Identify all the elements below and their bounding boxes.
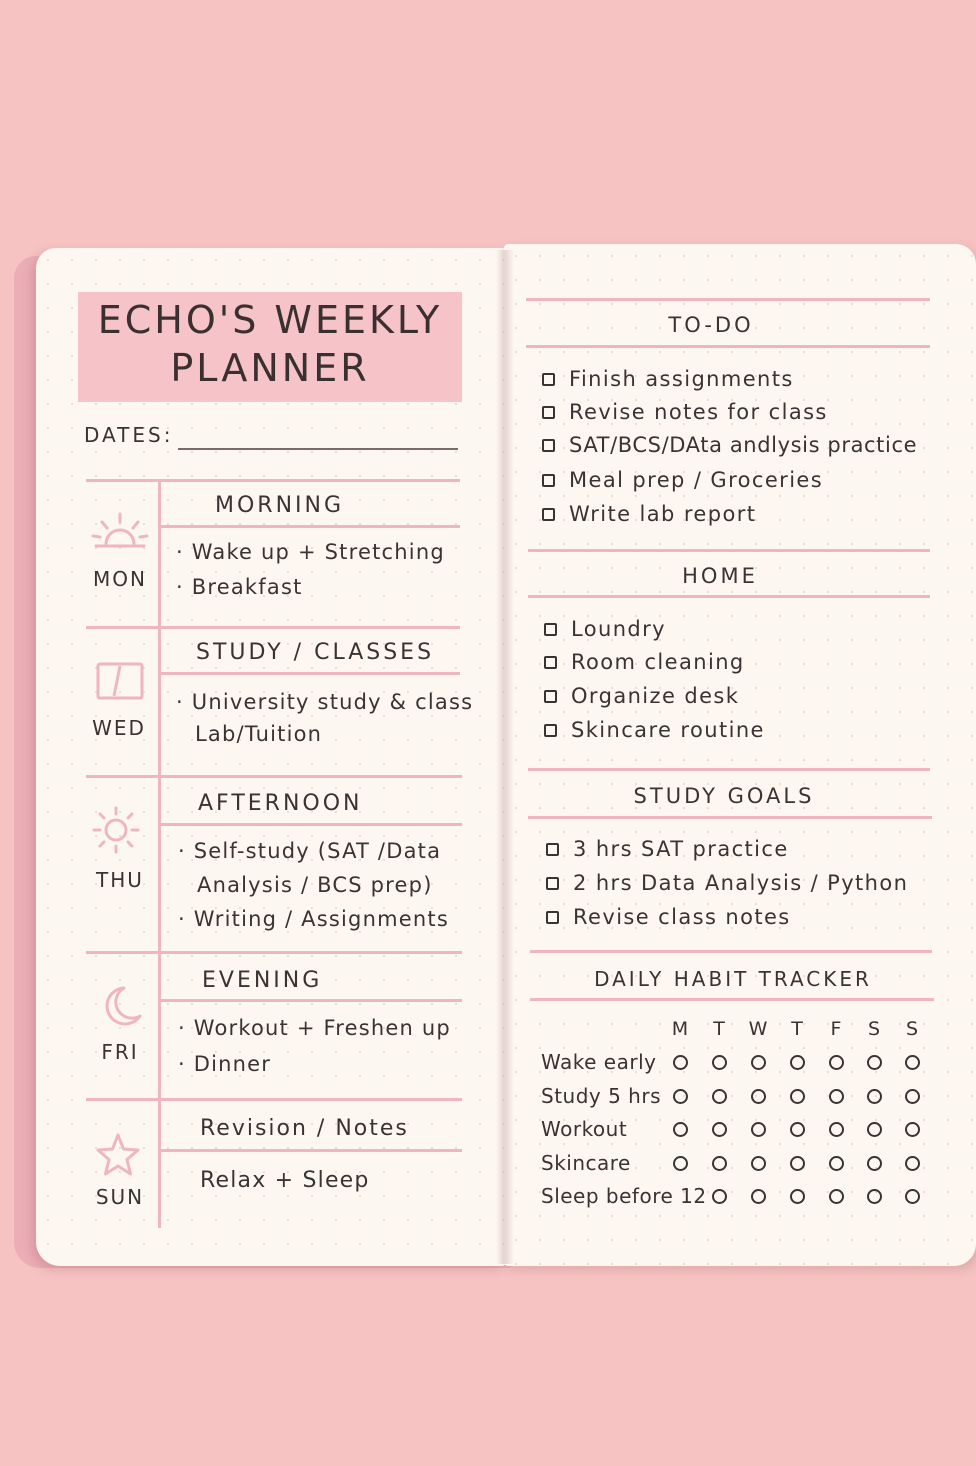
checklist-item[interactable] — [544, 648, 745, 676]
row-divider — [86, 951, 462, 954]
day-column-divider — [158, 482, 161, 1228]
row-divider — [160, 823, 462, 826]
planner-title-line2: PLANNER — [170, 346, 370, 390]
checklist-label: 3 hrs SAT practice — [573, 837, 789, 861]
checkbox[interactable] — [546, 843, 559, 856]
habit-checkbox[interactable] — [829, 1156, 844, 1171]
checklist-label: 2 hrs Data Analysis / Python — [573, 871, 909, 895]
habit-checkbox[interactable] — [905, 1189, 920, 1204]
habit-day-header: T — [713, 1018, 725, 1040]
habit-day-header: T — [791, 1018, 803, 1040]
row-divider — [86, 626, 460, 629]
section-rule — [526, 298, 930, 301]
habit-checkbox[interactable] — [867, 1189, 882, 1204]
checklist-item[interactable] — [542, 398, 828, 426]
checkbox[interactable] — [544, 656, 557, 669]
section-rule — [528, 549, 930, 552]
day-label-wed: WED — [92, 716, 146, 740]
list-item: · Self-study (SAT /Data — [178, 839, 442, 863]
habit-checkbox[interactable] — [712, 1156, 727, 1171]
row-divider — [86, 479, 460, 482]
planner-title-box — [78, 292, 462, 402]
habit-checkbox[interactable] — [751, 1055, 766, 1070]
checkbox[interactable] — [544, 724, 557, 737]
habit-checkbox[interactable] — [829, 1122, 844, 1137]
section-title-morning: MORNING — [215, 493, 345, 518]
list-item: Analysis / BCS prep) — [197, 873, 433, 897]
habit-label: Sleep before 12 — [541, 1184, 707, 1208]
section-title-revision: Revision / Notes — [200, 1116, 409, 1141]
checkbox[interactable] — [542, 439, 555, 452]
day-label-sun: SUN — [95, 1185, 145, 1209]
habit-label: Skincare — [541, 1151, 631, 1175]
section-title-todo: TO-DO — [668, 313, 754, 337]
checkbox[interactable] — [546, 877, 559, 890]
habit-checkbox[interactable] — [673, 1122, 688, 1137]
checkbox[interactable] — [544, 623, 557, 636]
habit-checkbox[interactable] — [673, 1089, 688, 1104]
habit-checkbox[interactable] — [751, 1089, 766, 1104]
checklist-item[interactable] — [542, 500, 756, 528]
sun-icon — [86, 804, 146, 854]
dates-label: DATES: — [84, 423, 174, 447]
habit-checkbox[interactable] — [790, 1156, 805, 1171]
habit-label: Wake early — [541, 1050, 657, 1074]
checklist-item[interactable] — [544, 682, 739, 710]
habit-checkbox[interactable] — [867, 1122, 882, 1137]
habit-checkbox[interactable] — [790, 1055, 805, 1070]
section-title-home: HOME — [682, 564, 758, 588]
habit-checkbox[interactable] — [751, 1122, 766, 1137]
section-rule — [526, 345, 930, 348]
habit-checkbox[interactable] — [790, 1189, 805, 1204]
sunrise-icon — [90, 510, 150, 560]
list-item: · University study & class — [176, 690, 474, 714]
day-label-mon: MON — [93, 567, 147, 591]
checkbox[interactable] — [542, 406, 555, 419]
section-title-study-goals: STUDY GOALS — [633, 784, 815, 808]
section-rule — [530, 950, 932, 953]
habit-day-header: F — [830, 1018, 842, 1040]
checkbox[interactable] — [542, 373, 555, 386]
checkbox[interactable] — [546, 911, 559, 924]
notebook-spine — [496, 250, 514, 1264]
habit-day-header: M — [671, 1018, 689, 1040]
section-rule — [528, 595, 930, 598]
list-item: · Dinner — [178, 1052, 272, 1076]
checkbox[interactable] — [542, 474, 555, 487]
habit-day-header: S — [905, 1018, 919, 1040]
checkbox[interactable] — [544, 690, 557, 703]
planner-title-line1: ECHO'S WEEKLY — [97, 298, 443, 342]
row-divider — [160, 672, 460, 675]
section-rule — [530, 998, 934, 1001]
day-label-fri: FRI — [101, 1040, 139, 1064]
habit-checkbox[interactable] — [751, 1156, 766, 1171]
checklist-label: Finish assignments — [569, 367, 794, 391]
list-item: Relax + Sleep — [200, 1168, 370, 1193]
habit-checkbox[interactable] — [905, 1156, 920, 1171]
habit-checkbox[interactable] — [751, 1189, 766, 1204]
day-label-thu: THU — [96, 868, 144, 892]
row-divider — [160, 1149, 462, 1152]
habit-checkbox[interactable] — [790, 1122, 805, 1137]
list-item: · Writing / Assignments — [178, 907, 449, 931]
checklist-label: Write lab report — [569, 502, 757, 526]
dates-field-line — [178, 448, 458, 450]
list-item: · Workout + Freshen up — [178, 1016, 451, 1040]
list-item: Lab/Tuition — [195, 722, 323, 746]
checklist-item[interactable] — [546, 835, 789, 863]
checklist-item[interactable] — [544, 615, 666, 643]
list-item: · Wake up + Stretching — [176, 540, 445, 564]
habit-checkbox[interactable] — [867, 1089, 882, 1104]
habit-checkbox[interactable] — [829, 1089, 844, 1104]
habit-checkbox[interactable] — [905, 1089, 920, 1104]
habit-checkbox[interactable] — [673, 1055, 688, 1070]
habit-day-header: S — [867, 1018, 881, 1040]
row-divider — [86, 1098, 462, 1101]
row-divider — [160, 999, 462, 1002]
habit-checkbox[interactable] — [712, 1089, 727, 1104]
habit-label: Study 5 hrs — [541, 1084, 662, 1108]
section-title-afternoon: AFTERNOON — [198, 791, 363, 816]
checklist-item[interactable] — [542, 466, 823, 494]
checklist-item[interactable] — [546, 869, 908, 897]
checklist-label: SAT/BCS/DAta andlysis practice — [569, 433, 918, 457]
habit-checkbox[interactable] — [905, 1055, 920, 1070]
star-icon — [88, 1130, 148, 1180]
habit-checkbox[interactable] — [829, 1055, 844, 1070]
moon-icon — [90, 982, 150, 1032]
book-icon — [90, 658, 150, 708]
checklist-label: Meal prep / Groceries — [569, 468, 824, 492]
checklist-label: Skincare routine — [571, 718, 765, 742]
habit-checkbox[interactable] — [829, 1189, 844, 1204]
row-divider — [86, 775, 462, 778]
checklist-label: Revise class notes — [573, 905, 791, 929]
checklist-label: Revise notes for class — [569, 400, 828, 424]
checklist-item[interactable] — [546, 903, 791, 931]
checklist-label: Room cleaning — [571, 650, 745, 674]
checklist-item[interactable] — [544, 716, 765, 744]
section-title-habit-tracker: DAILY HABIT TRACKER — [594, 967, 872, 991]
habit-label: Workout — [541, 1117, 628, 1141]
habit-checkbox[interactable] — [905, 1122, 920, 1137]
checklist-item[interactable] — [542, 365, 794, 393]
habit-checkbox[interactable] — [712, 1122, 727, 1137]
checklist-label: Organize desk — [571, 684, 740, 708]
list-item: · Breakfast — [176, 575, 303, 599]
section-title-evening: EVENING — [202, 968, 323, 993]
habit-checkbox[interactable] — [712, 1189, 727, 1204]
checkbox[interactable] — [542, 508, 555, 521]
row-divider — [160, 525, 460, 528]
habit-checkbox[interactable] — [712, 1055, 727, 1070]
habit-checkbox[interactable] — [790, 1089, 805, 1104]
habit-checkbox[interactable] — [673, 1156, 688, 1171]
section-rule — [528, 768, 930, 771]
habit-checkbox[interactable] — [867, 1055, 882, 1070]
habit-day-header: W — [748, 1018, 768, 1040]
checklist-item[interactable] — [542, 431, 917, 459]
checklist-label: Loundry — [571, 617, 666, 641]
section-title-study: STUDY / CLASSES — [196, 640, 435, 665]
habit-checkbox[interactable] — [867, 1156, 882, 1171]
section-rule — [528, 816, 932, 819]
